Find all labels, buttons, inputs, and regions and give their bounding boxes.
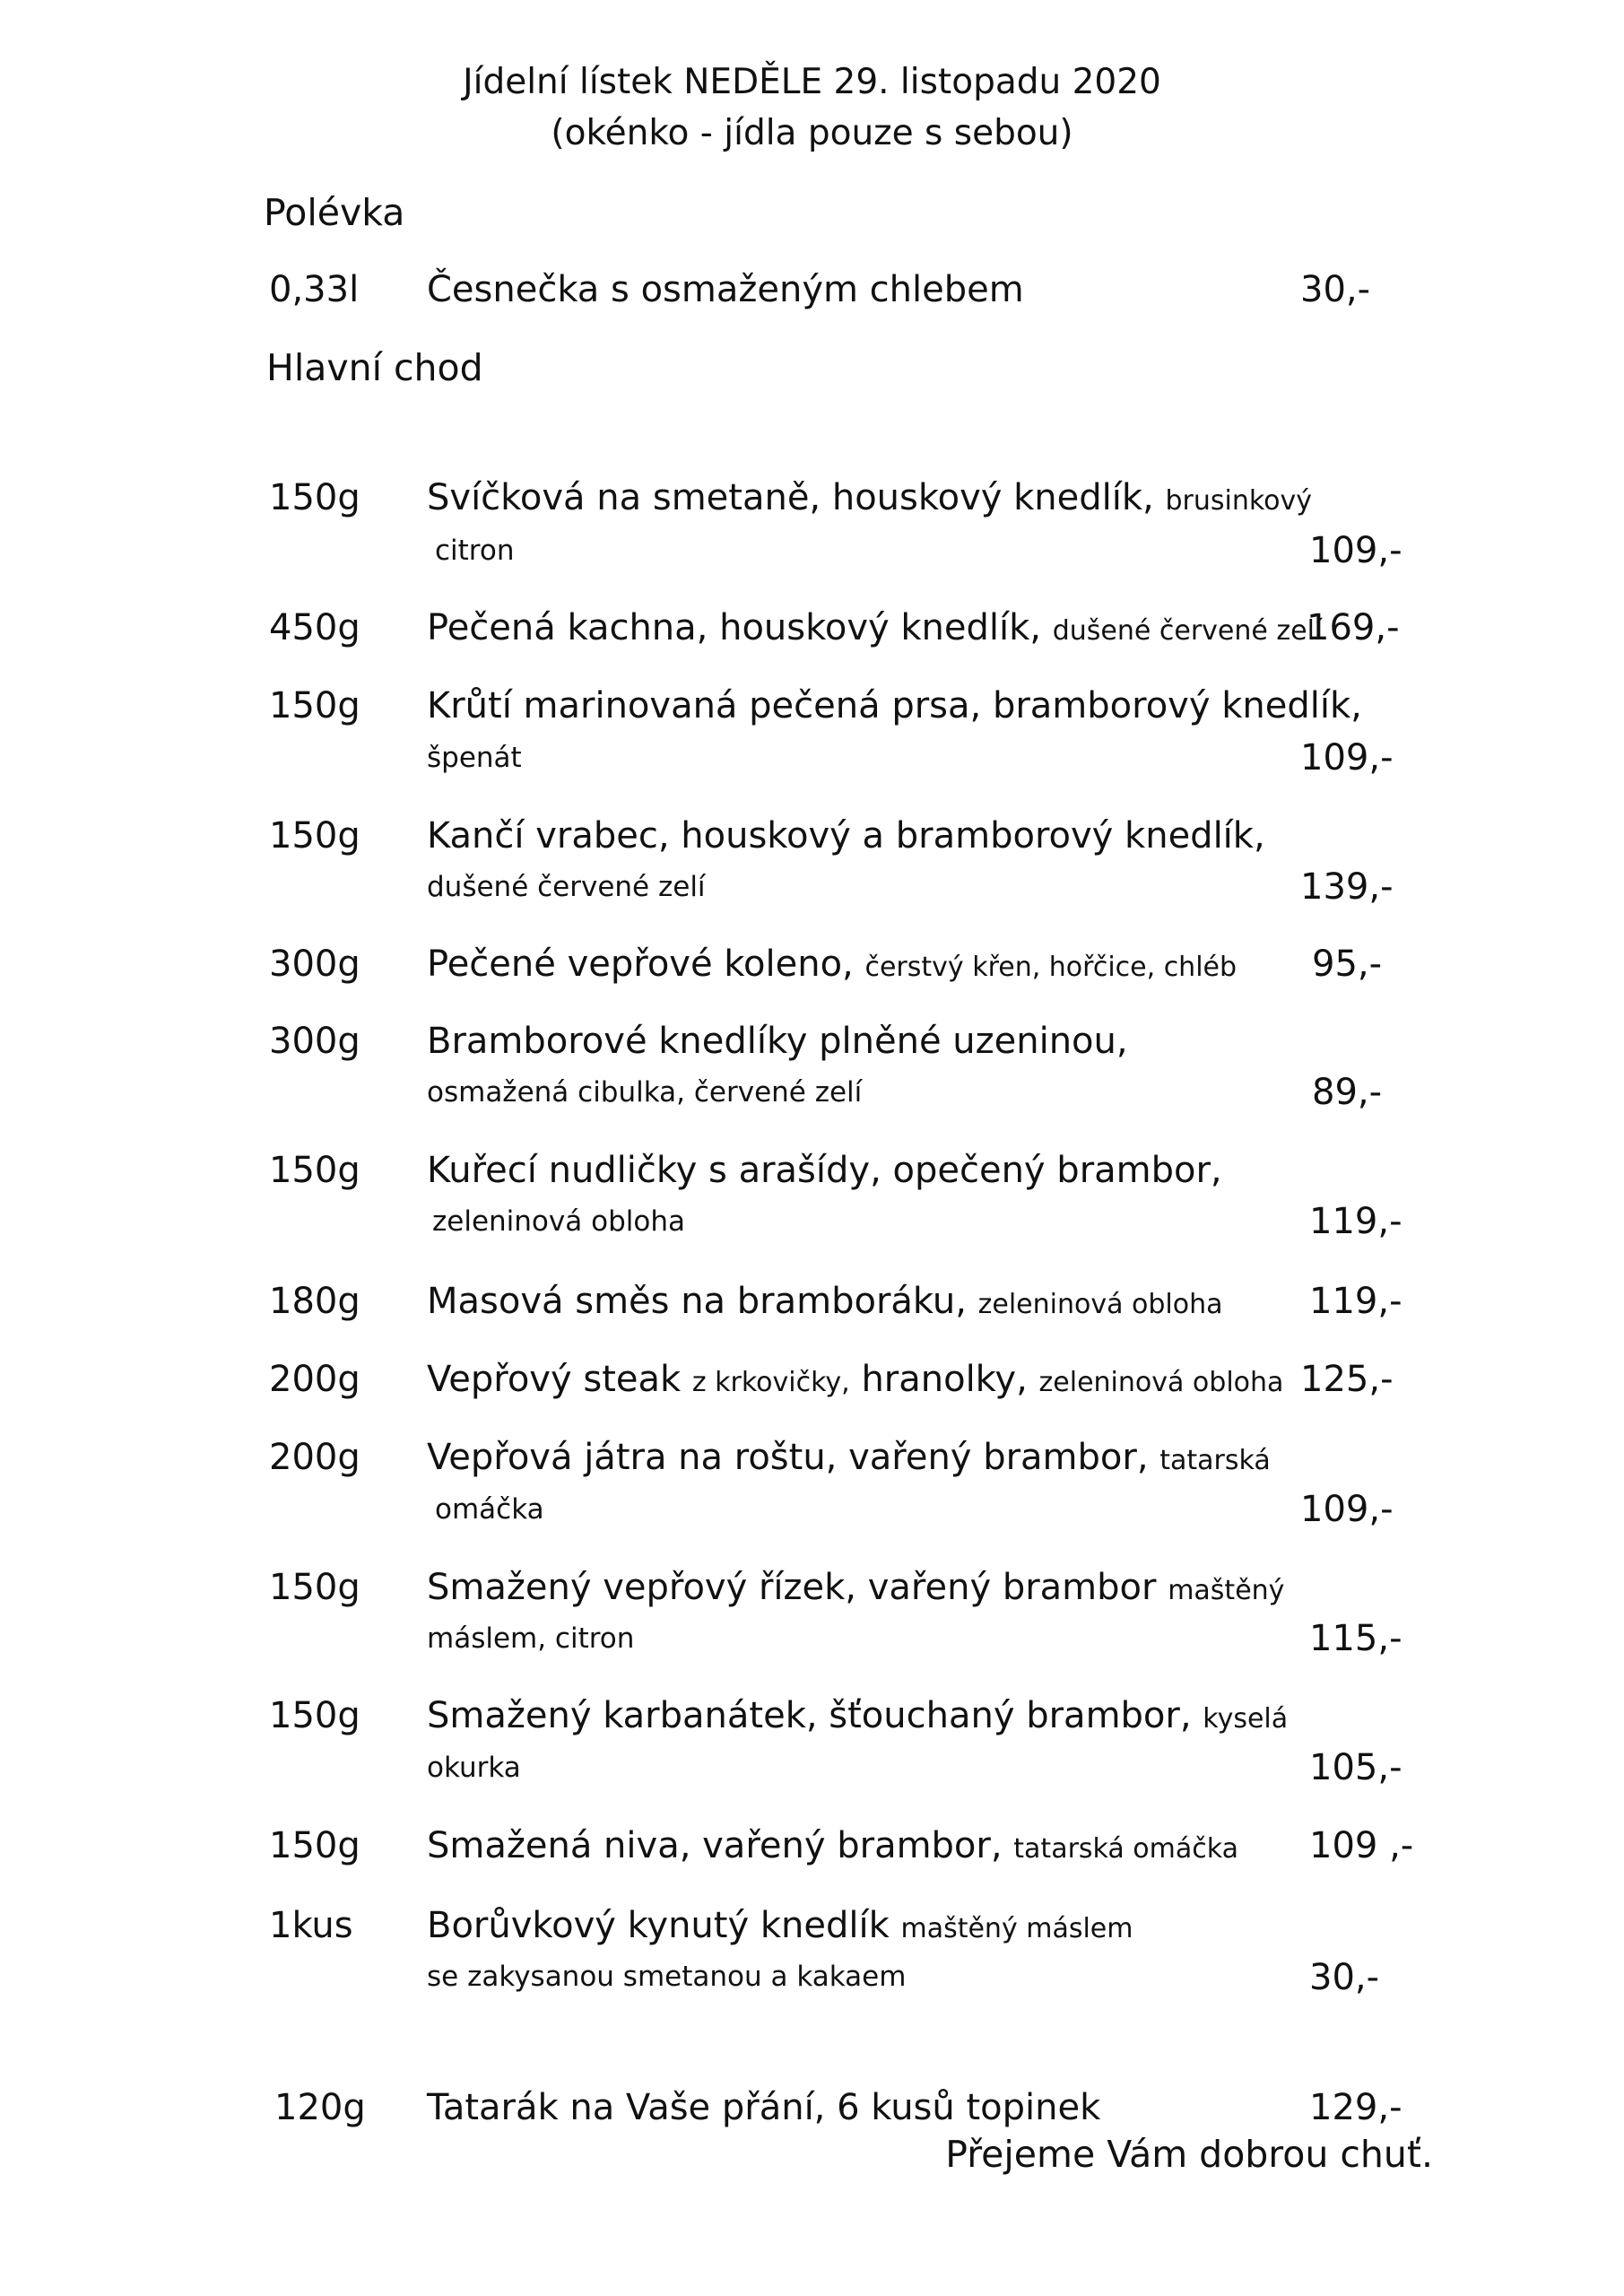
menu-subtitle: (okénko - jídla pouze s sebou) [551, 113, 1073, 153]
dish-side: tatarská [1159, 1445, 1271, 1476]
dish-name: Masová směs na bramboráku, [427, 1281, 967, 1322]
dish-line [427, 1437, 1271, 1478]
dish-name-detail: z krkovičky, [691, 1367, 850, 1398]
dish-note: máslem, citron [427, 1622, 635, 1655]
dish-line [427, 1567, 1285, 1608]
dish-name: Smažený karbanátek, šťouchaný brambor, [427, 1695, 1192, 1736]
dish-name: Krůtí marinovaná pečená prsa, bramborový knedlík, [427, 685, 1362, 726]
dish-price: 109,- [1300, 737, 1394, 778]
dish-name: Vepřový steak [427, 1359, 682, 1400]
dish-side: dušené červené zelí [1052, 615, 1323, 647]
dish-line [427, 607, 1323, 648]
dish-quantity: 150g [269, 1567, 360, 1608]
dish-quantity: 1kus [269, 1905, 353, 1946]
dish-quantity: 300g [269, 1021, 360, 1062]
dish-name: Smažená niva, vařený brambor, [427, 1825, 1003, 1866]
dish-quantity: 150g [269, 685, 360, 726]
dish-side: zeleninová obloha [977, 1289, 1223, 1320]
dish-line [427, 1359, 1284, 1400]
dish-note: omáčka [435, 1493, 544, 1526]
dish-side: kyselá [1203, 1703, 1289, 1735]
dish-side: maštěný máslem [900, 1913, 1133, 1944]
dish-quantity: 450g [269, 607, 360, 648]
dish-quantity: 150g [269, 1150, 360, 1191]
dish-quantity: 180g [269, 1281, 360, 1322]
dish-quantity: 200g [269, 1359, 360, 1400]
closing-wish: Přejeme Vám dobrou chuť. [945, 2133, 1433, 2176]
dish-note: se zakysanou smetanou a kakaem [427, 1961, 907, 1993]
dish-line [427, 1281, 1223, 1322]
dish-line [427, 1825, 1238, 1866]
special-name: Tatarák na Vaše přání, 6 kusů topinek [427, 2087, 1101, 2128]
dish-price: 115,- [1309, 1618, 1403, 1659]
soup-name: Česnečka s osmaženým chlebem [427, 269, 1024, 310]
dish-name: Borůvkový kynutý knedlík [427, 1905, 890, 1946]
dish-price: 109 ,- [1309, 1825, 1414, 1866]
section-heading-soup: Polévka [264, 191, 405, 234]
dish-name: Smažený vepřový řízek, vařený brambor [427, 1567, 1157, 1608]
dish-note: citron [435, 535, 515, 567]
dish-line [427, 944, 1238, 985]
dish-price: 105,- [1309, 1747, 1403, 1788]
dish-price: 169,- [1307, 607, 1400, 648]
soup-price: 30,- [1300, 269, 1371, 310]
section-heading-main: Hlavní chod [266, 346, 483, 389]
dish-line [427, 1695, 1289, 1736]
dish-price: 119,- [1309, 1281, 1403, 1322]
dish-side: maštěný [1168, 1575, 1285, 1606]
dish-name-side: hranolky, [861, 1359, 1028, 1400]
dish-name: Pečená kachna, houskový knedlík, [427, 607, 1041, 648]
dish-side: tatarská omáčka [1013, 1833, 1238, 1865]
dish-note: okurka [427, 1752, 521, 1784]
dish-note: špenát [427, 742, 522, 774]
dish-price: 109,- [1309, 530, 1403, 571]
dish-line [427, 477, 1313, 518]
dish-quantity: 150g [269, 477, 360, 518]
dish-line [427, 1905, 1133, 1946]
special-quantity: 120g [274, 2087, 366, 2128]
dish-price: 139,- [1300, 866, 1394, 908]
soup-quantity: 0,33l [269, 269, 360, 310]
dish-quantity: 150g [269, 1695, 360, 1736]
dish-price: 30,- [1309, 1957, 1380, 1998]
dish-quantity: 300g [269, 944, 360, 985]
dish-name: Bramborové knedlíky plněné uzeninou, [427, 1021, 1128, 1062]
dish-quantity: 200g [269, 1437, 360, 1478]
dish-note: dušené červené zelí [427, 871, 706, 903]
dish-side: čerstvý křen, hořčice, chléb [864, 952, 1238, 983]
dish-price: 95,- [1312, 944, 1383, 985]
dish-price: 125,- [1300, 1359, 1394, 1400]
dish-price: 119,- [1309, 1201, 1403, 1242]
dish-name: Kančí vrabec, houskový a bramborový knedlík, [427, 815, 1265, 857]
dish-note: zeleninová obloha [432, 1205, 685, 1238]
dish-quantity: 150g [269, 1825, 360, 1866]
dish-name: Vepřová játra na roštu, vařený brambor, [427, 1437, 1149, 1478]
dish-side: brusinkový [1165, 485, 1313, 517]
dish-name: Svíčková na smetaně, houskový knedlík, [427, 477, 1154, 518]
dish-quantity: 150g [269, 815, 360, 857]
dish-price: 89,- [1312, 1072, 1383, 1113]
dish-note: osmažená cibulka, červené zelí [427, 1076, 863, 1109]
dish-side: zeleninová obloha [1038, 1367, 1284, 1398]
dish-name: Pečené vepřové koleno, [427, 944, 854, 985]
dish-price: 109,- [1300, 1489, 1394, 1530]
special-price: 129,- [1309, 2087, 1403, 2128]
dish-name: Kuřecí nudličky s arašídy, opečený brambor, [427, 1150, 1222, 1191]
menu-title: Jídelní lístek NEDĚLE 29. listopadu 2020 [463, 62, 1161, 102]
